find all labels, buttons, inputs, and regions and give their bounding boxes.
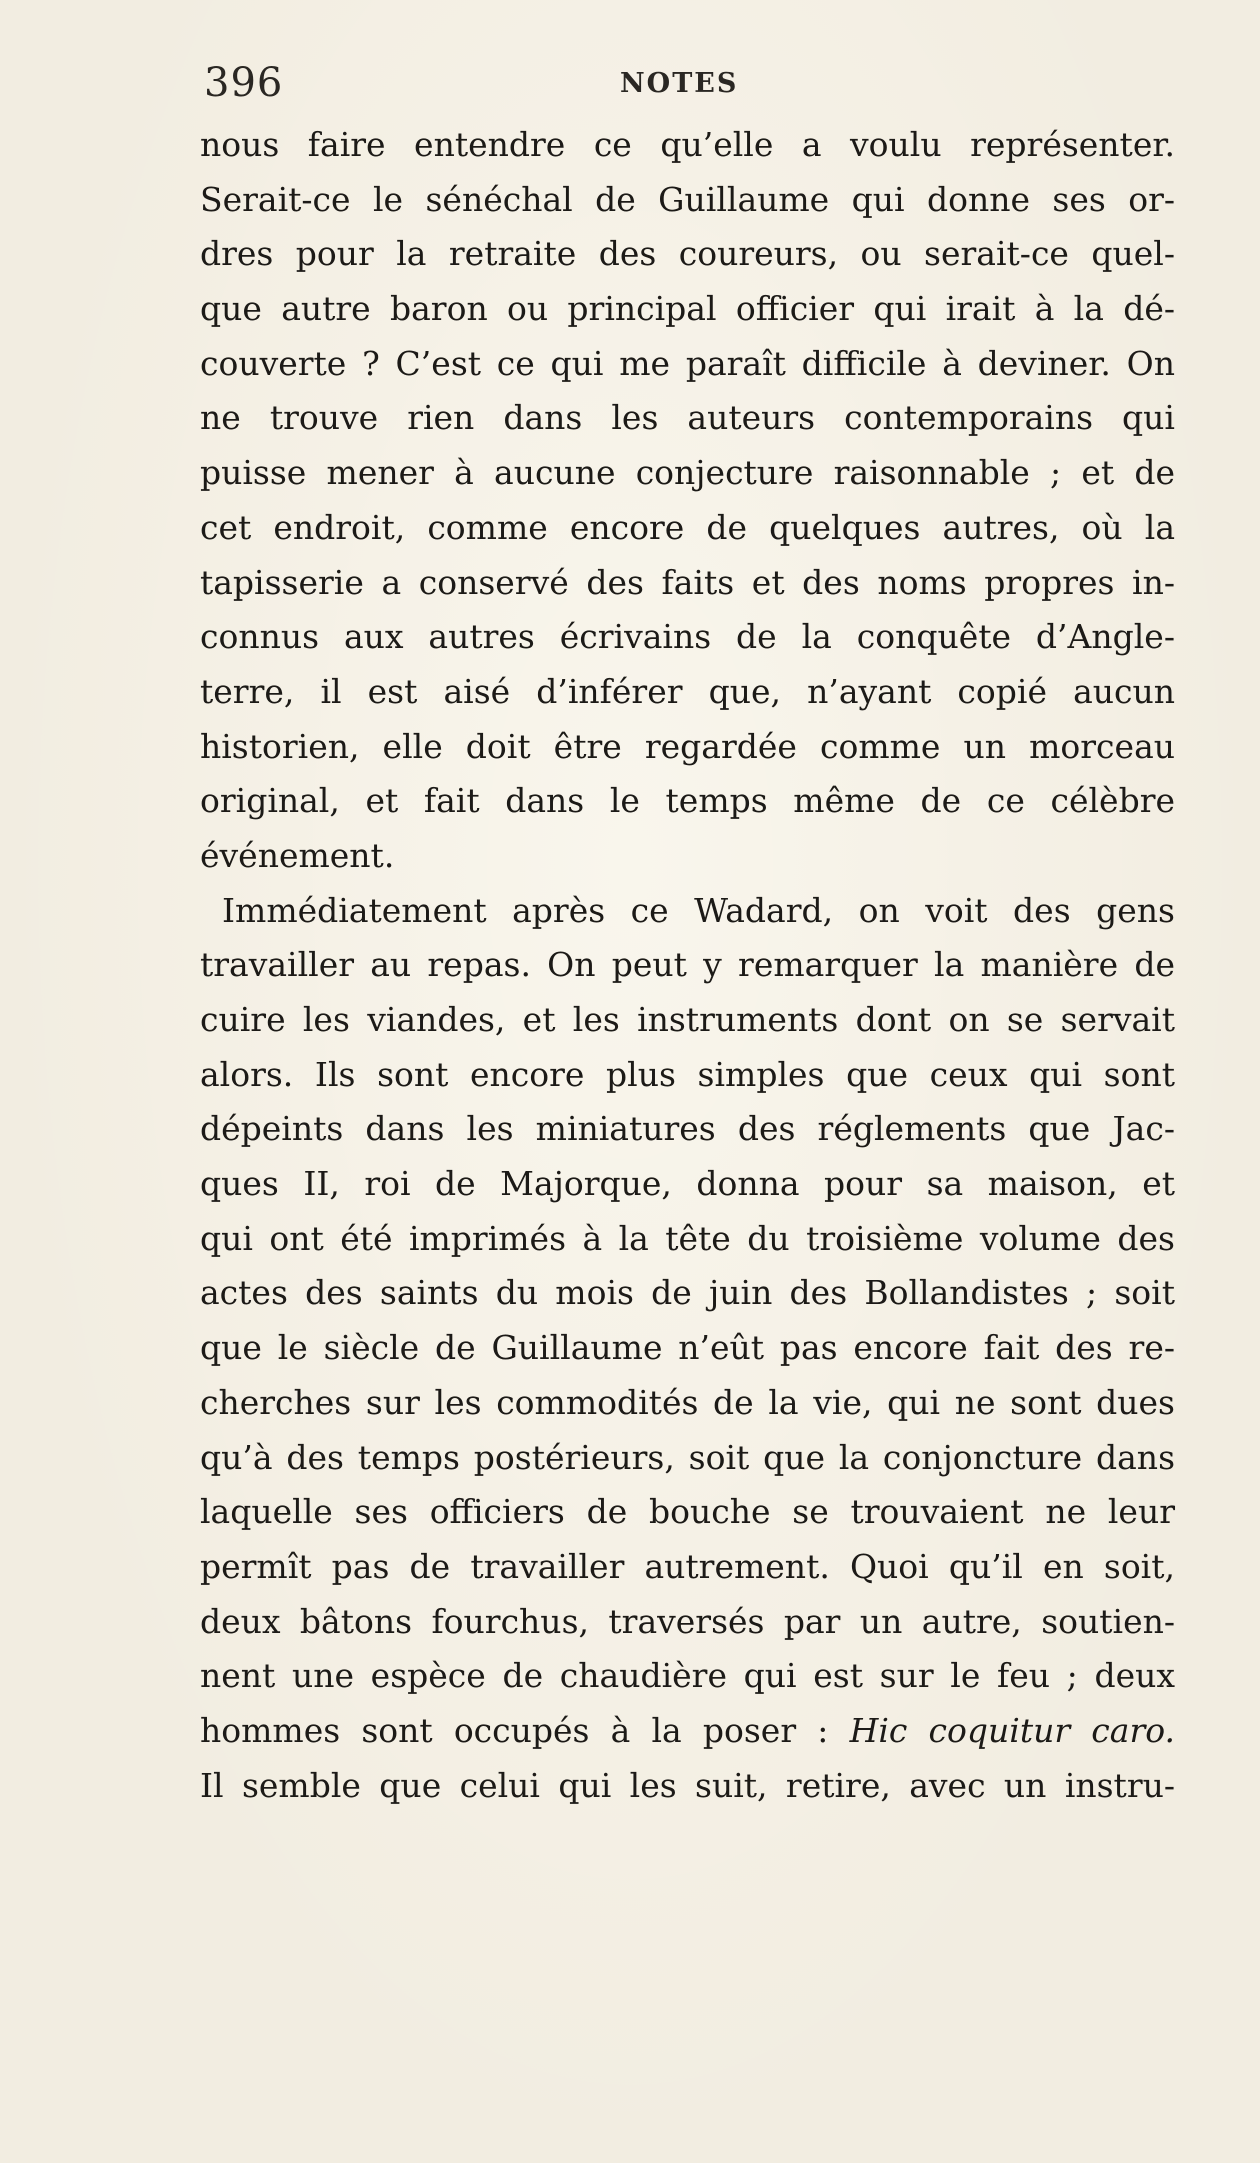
text-line: alors. Ils sont encore plus simples que ceux qui sont <box>200 1054 1175 1094</box>
text-line: permît pas de travailler autrement. Quoi qu’il en soit, <box>200 1546 1175 1586</box>
text-line: nent une espèce de chaudière qui est sur le feu ; deux <box>200 1656 1175 1696</box>
text-line: cet endroit, comme encore de quelques autres, où la <box>200 507 1175 547</box>
text-line: actes des saints du mois de juin des Bollandistes ; soit <box>200 1273 1175 1313</box>
text-line: que le siècle de Guillaume n’eût pas encore fait des re- <box>200 1328 1175 1368</box>
text-line: terre, il est aisé d’inférer que, n’ayant copié aucun <box>200 671 1175 711</box>
text-line-with-quote <box>200 1704 1175 1759</box>
text-line: cuire les viandes, et les instruments dont on se servait <box>200 1000 1175 1039</box>
paragraph-start-line: Immédiatement après ce Wadard, on voit des gens <box>222 890 1175 930</box>
text-segment: hommes sont occupés à la poser : <box>200 1710 829 1750</box>
text-line: laquelle ses officiers de bouche se trouvaient ne leur <box>200 1492 1175 1532</box>
text-line: Il semble que celui qui les suit, retire, avec un instru- <box>200 1765 1175 1805</box>
text-line: tapisserie a conservé des faits et des noms propres in- <box>200 562 1175 602</box>
text-line: dres pour la retraite des coureurs, ou serait-ce quel- <box>200 234 1175 274</box>
page-number: 396 <box>204 60 284 106</box>
text-line: connus aux autres écrivains de la conquête d’Angle- <box>200 617 1175 657</box>
text-line: nous faire entendre ce qu’elle a voulu représenter. <box>200 125 1175 164</box>
text-line: Serait-ce le sénéchal de Guillaume qui donne ses or- <box>200 179 1175 219</box>
running-head: NOTES <box>620 68 739 99</box>
text-line: original, et fait dans le temps même de ce célèbre <box>200 781 1175 821</box>
text-line: qu’à des temps postérieurs, soit que la conjoncture dans <box>200 1437 1175 1477</box>
text-line: cherches sur les commodités de la vie, qui ne sont dues <box>200 1382 1175 1422</box>
text-line: travailler au repas. On peut y remarquer la manière de <box>200 945 1175 985</box>
text-line: que autre baron ou principal officier qui irait à la dé- <box>200 289 1175 329</box>
text-line: ne trouve rien dans les auteurs contemporains qui <box>200 398 1175 438</box>
text-line: événement. <box>200 835 395 875</box>
text-line: puisse mener à aucune conjecture raisonnable ; et de <box>200 453 1175 493</box>
latin-quote: Hic coquitur caro. <box>849 1710 1175 1750</box>
body-text <box>200 118 1175 1813</box>
text-line: deux bâtons fourchus, traversés par un autre, soutien- <box>200 1601 1175 1641</box>
text-line: historien, elle doit être regardée comme un morceau <box>200 726 1175 766</box>
text-line: ques II, roi de Majorque, donna pour sa maison, et <box>200 1164 1175 1204</box>
text-line: qui ont été imprimés à la tête du troisième volume des <box>200 1218 1175 1258</box>
text-line: couverte ? C’est ce qui me paraît difficile à deviner. On <box>200 343 1175 383</box>
text-line: dépeints dans les miniatures des réglements que Jac- <box>200 1109 1175 1149</box>
